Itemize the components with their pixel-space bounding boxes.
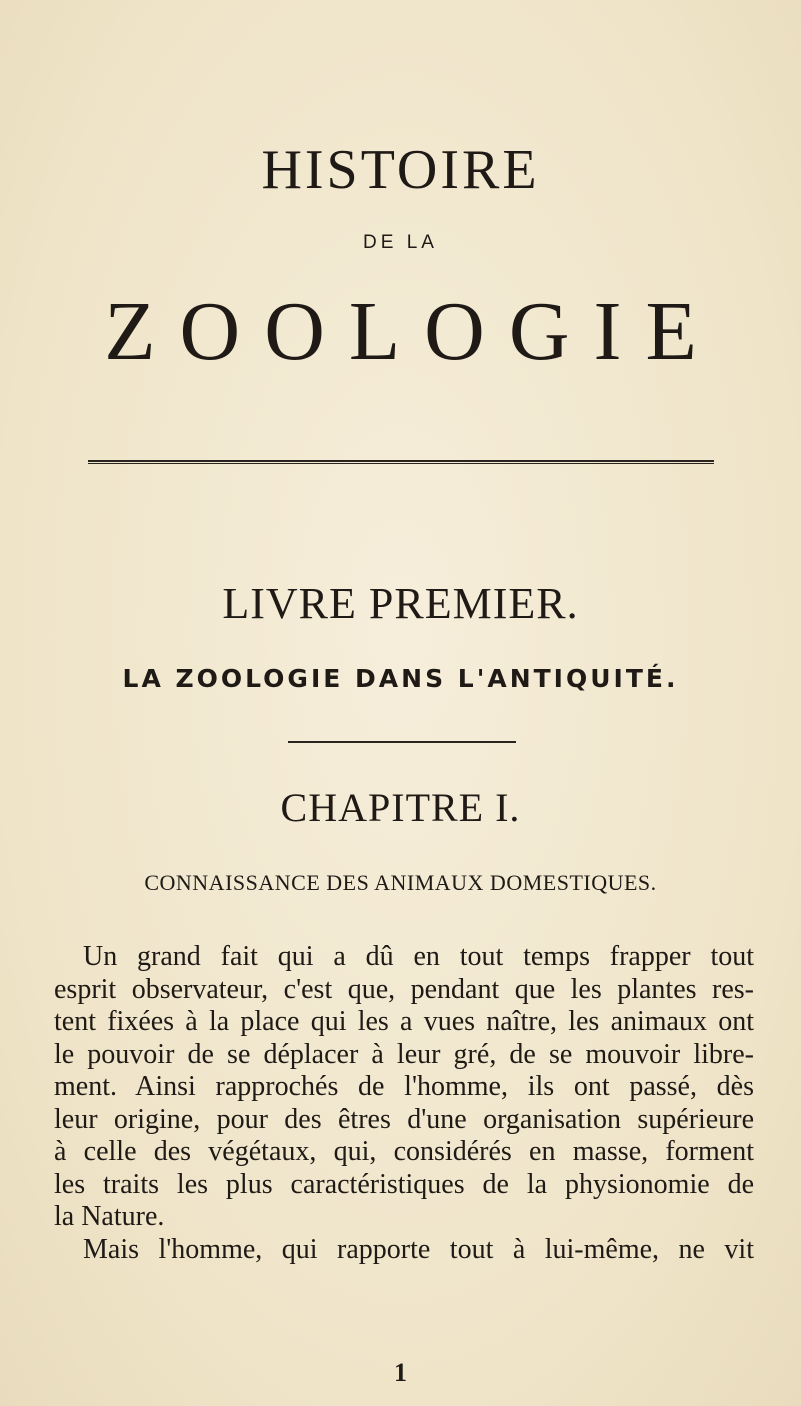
book-title: LIVRE PREMIER. xyxy=(222,579,579,628)
divider-short-rule xyxy=(288,741,516,743)
chapter-heading: CHAPITRE I. xyxy=(280,785,521,830)
text-line: leur origine, pour des êtres d'une organisation supérieure xyxy=(54,1103,754,1135)
text-line: le pouvoir de se déplacer à leur gré, de se mouvoir libre- xyxy=(54,1038,754,1070)
text-line: ment. Ainsi rapprochés de l'homme, ils ont passé, dès xyxy=(54,1071,754,1102)
text-line: la Nature. xyxy=(54,1201,165,1232)
text-line: tent fixées à la place qui les a vues naître, les animaux ont xyxy=(54,1006,754,1037)
title-histoire: HISTOIRE xyxy=(261,139,540,201)
title-de-la: DE LA xyxy=(363,232,438,253)
body-paragraph xyxy=(54,941,754,1266)
text-line: à celle des végétaux, qui, considérés en masse, forment xyxy=(54,1136,754,1167)
title-zoologie: ZOOLOGIE xyxy=(104,285,721,378)
text-line: Mais l'homme, qui rapporte tout à lui-même, ne vit xyxy=(83,1233,754,1265)
text-line: les traits les plus caractéristiques de la physionomie de xyxy=(54,1168,754,1200)
chapter-title: CONNAISSANCE DES ANIMAUX DOMESTIQUES. xyxy=(144,870,657,895)
text-line: esprit observateur, c'est que, pendant que les plantes res- xyxy=(54,973,754,1005)
text-line: Un grand fait qui a dû en tout temps frapper tout xyxy=(83,941,754,972)
book-subtitle: LA ZOOLOGIE DANS L'ANTIQUITÉ. xyxy=(122,664,679,693)
page-number: 1 xyxy=(394,1358,407,1387)
divider-double-rule xyxy=(88,460,714,464)
